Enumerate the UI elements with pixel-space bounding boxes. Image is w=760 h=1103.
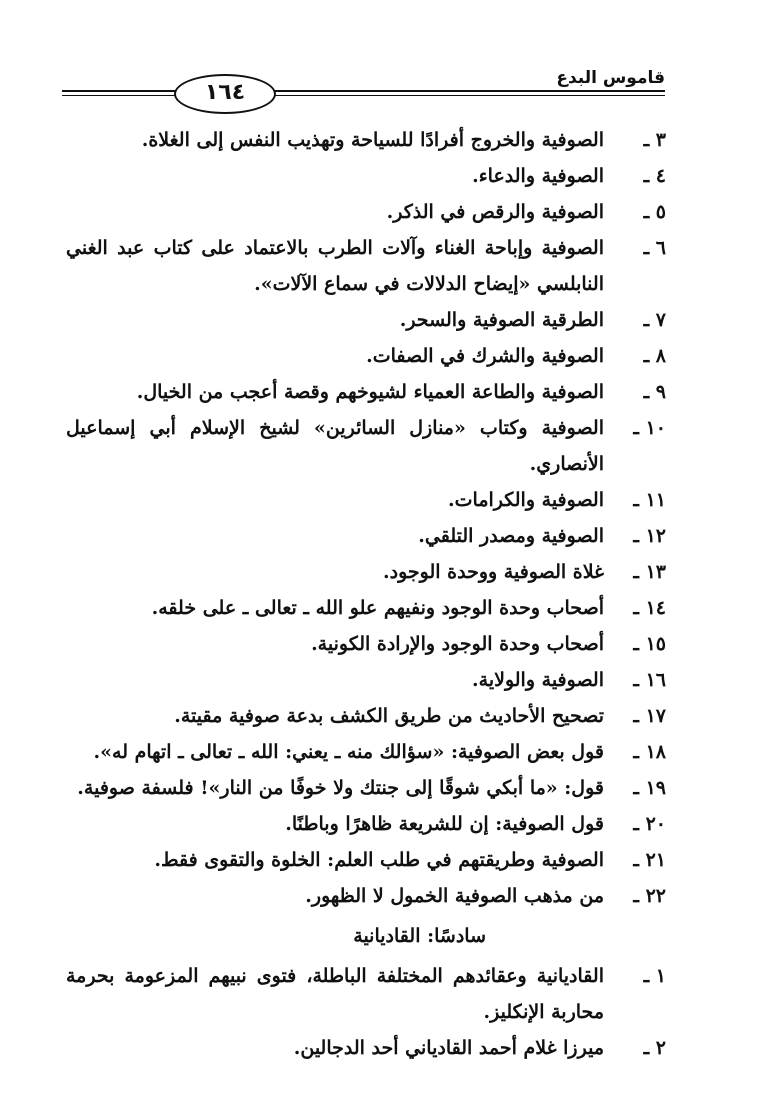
list-item: [66, 662, 666, 698]
item-number: ١٢ ـ: [633, 525, 666, 547]
item-text: الصوفية والطاعة العمياء لشيوخهم وقصة أعجب من الخيال.: [136, 381, 604, 403]
item-text: الصوفية وإباحة الغناء وآلات الطرب بالاعتماد على كتاب عبد الغني النابلسي «إيضاح الدلالات في سماع الآلات».: [66, 237, 604, 295]
item-text: الصوفية والدعاء.: [472, 165, 604, 187]
item-number: ٧ ـ: [643, 309, 666, 331]
item-number: ١٠ ـ: [633, 417, 666, 439]
item-text: أصحاب وحدة الوجود والإرادة الكونية.: [311, 633, 604, 655]
list-item: [66, 878, 666, 914]
page-number-badge: ١٦٤: [174, 74, 276, 114]
list-item: [66, 374, 666, 410]
page-header: [62, 60, 665, 110]
item-text: قول: «ما أبكي شوقًا إلى جنتك ولا خوفًا من النار»! فلسفة صوفية.: [77, 777, 604, 799]
list-item: [66, 194, 666, 230]
item-number: ٢٢ ـ: [633, 885, 666, 907]
item-number: ٢١ ـ: [633, 849, 666, 871]
item-number: ١٥ ـ: [633, 633, 666, 655]
item-number: ٦ ـ: [643, 237, 666, 259]
list-item: [66, 338, 666, 374]
item-number: ١٧ ـ: [633, 705, 666, 727]
item-number: ١ ـ: [643, 965, 666, 987]
list-item: [66, 554, 666, 590]
item-text: غلاة الصوفية ووحدة الوجود.: [383, 561, 604, 583]
list-item: [66, 410, 666, 482]
list-item: [66, 482, 666, 518]
item-text: ميرزا غلام أحمد القادياني أحد الدجالين.: [293, 1037, 604, 1059]
list-item: [66, 302, 666, 338]
item-number: ٣ ـ: [643, 129, 666, 151]
item-text: الصوفية ومصدر التلقي.: [418, 525, 604, 547]
item-text: الصوفية والخروج أفرادًا للسياحة وتهذيب النفس إلى الغلاة.: [141, 129, 604, 151]
item-number: ٢٠ ـ: [633, 813, 666, 835]
item-number: ٥ ـ: [643, 201, 666, 223]
item-number: ٩ ـ: [643, 381, 666, 403]
item-text: الصوفية والولاية.: [472, 669, 604, 691]
list-item: [66, 734, 666, 770]
item-text: من مذهب الصوفية الخمول لا الظهور.: [305, 885, 604, 907]
item-text: تصحيح الأحاديث من طريق الكشف بدعة صوفية مقيتة.: [174, 705, 604, 727]
item-text: الصوفية وطريقتهم في طلب العلم: الخلوة والتقوى فقط.: [154, 849, 604, 871]
item-text: الصوفية وكتاب «منازل السائرين» لشيخ الإسلام أبي إسماعيل الأنصاري.: [66, 417, 604, 475]
header-rule-thick: [62, 90, 665, 92]
item-number: ١٣ ـ: [633, 561, 666, 583]
header-rule-thin: [62, 95, 665, 96]
item-number: ١٩ ـ: [633, 777, 666, 799]
item-text: قول بعض الصوفية: «سؤالك منه ـ يعني: الله ـ تعالى ـ اتهام له».: [93, 741, 604, 763]
list-item: [66, 590, 666, 626]
list-item: [66, 958, 666, 1030]
qadianiyya-items: [66, 958, 666, 1066]
item-text: الطرقية الصوفية والسحر.: [399, 309, 604, 331]
list-item: [66, 158, 666, 194]
table-of-contents-list: [66, 122, 666, 1066]
list-item: [66, 518, 666, 554]
list-item: [66, 770, 666, 806]
item-number: ٢ ـ: [643, 1037, 666, 1059]
list-item: [66, 842, 666, 878]
sufism-items: [66, 122, 666, 914]
item-text: الصوفية والكرامات.: [448, 489, 604, 511]
item-number: ١٦ ـ: [633, 669, 666, 691]
section-heading-qadianiyya: سادسًا: القاديانية: [353, 925, 486, 947]
list-item: [66, 698, 666, 734]
item-number: ٤ ـ: [643, 165, 666, 187]
list-item: [66, 122, 666, 158]
list-item: [66, 1030, 666, 1066]
list-item: [66, 626, 666, 662]
item-text: القاديانية وعقائدهم المختلفة الباطلة، فتوى نبيهم المزعومة بحرمة محاربة الإنكليز.: [66, 965, 604, 1023]
running-title: قاموس البدع: [556, 68, 665, 88]
item-text: الصوفية والرقص في الذكر.: [386, 201, 604, 223]
item-number: ١٤ ـ: [633, 597, 666, 619]
item-number: ١٨ ـ: [633, 741, 666, 763]
item-text: أصحاب وحدة الوجود ونفيهم علو الله ـ تعالى ـ على خلقه.: [151, 597, 604, 619]
item-number: ١١ ـ: [633, 489, 666, 511]
item-text: الصوفية والشرك في الصفات.: [366, 345, 604, 367]
list-item: [66, 806, 666, 842]
item-number: ٨ ـ: [643, 345, 666, 367]
item-text: قول الصوفية: إن للشريعة ظاهرًا وباطنًا.: [285, 813, 604, 835]
list-item: [66, 230, 666, 302]
